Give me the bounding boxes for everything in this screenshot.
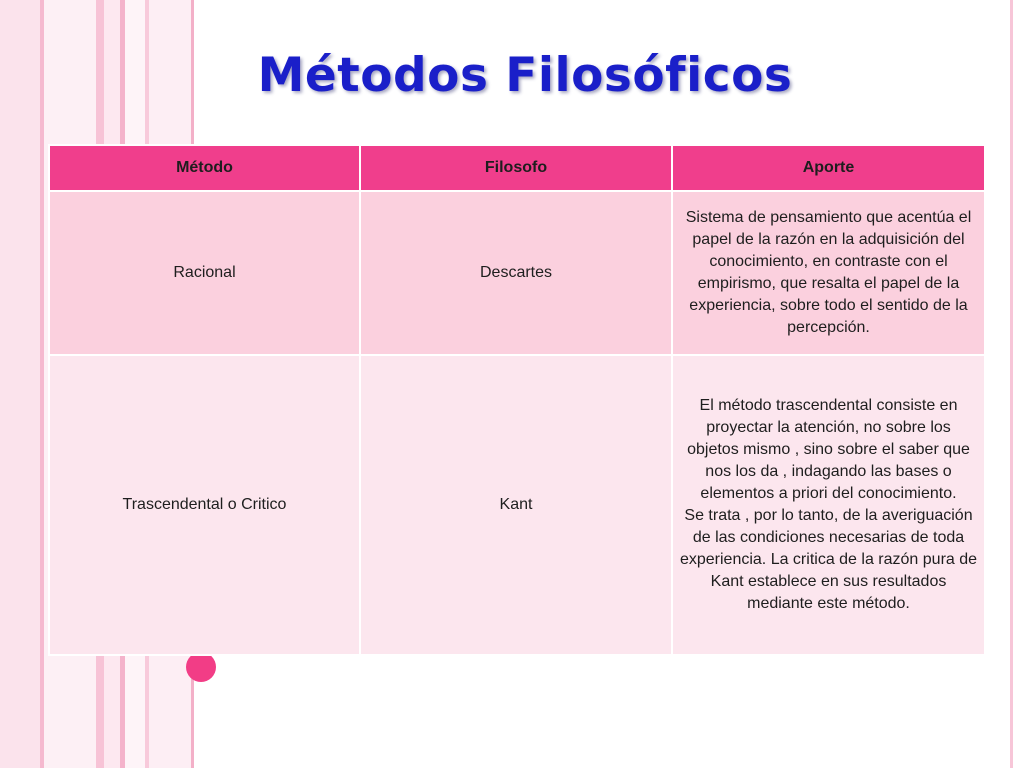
methods-table bbox=[48, 144, 986, 656]
header-metodo: Método bbox=[49, 145, 360, 191]
aporte-paragraph-1: El método trascendental consiste en proyectar la atención, no sobre los objetos mismo , sino sobre el saber que nos los da , indagando las bases o elementos a priori del conocimiento. bbox=[687, 396, 970, 502]
decorative-right-line bbox=[1010, 0, 1013, 768]
cell-metodo: Racional bbox=[49, 191, 360, 355]
header-filosofo: Filosofo bbox=[360, 145, 672, 191]
table-row bbox=[49, 191, 985, 355]
cell-filosofo: Kant bbox=[360, 355, 672, 655]
decorative-dot bbox=[186, 652, 216, 682]
cell-metodo: Trascendental o Critico bbox=[49, 355, 360, 655]
cell-aporte: Sistema de pensamiento que acentúa el papel de la razón en la adquisición del conocimiento, en contraste con el empirismo, que resalta el papel de la experiencia, sobre todo el sentido de la percepción. bbox=[672, 191, 985, 355]
table-header-row bbox=[49, 145, 985, 191]
table-row bbox=[49, 355, 985, 655]
slide-title: Métodos Filosóficos bbox=[257, 48, 793, 103]
header-aporte: Aporte bbox=[672, 145, 985, 191]
aporte-paragraph-2: Se trata , por lo tanto, de la averiguación de las condiciones necesarias de toda experiencia. La critica de la razón pura de Kant establece en sus resultados mediante este método. bbox=[679, 506, 978, 612]
cell-aporte bbox=[672, 355, 985, 655]
stripe bbox=[0, 0, 40, 768]
cell-filosofo: Descartes bbox=[360, 191, 672, 355]
